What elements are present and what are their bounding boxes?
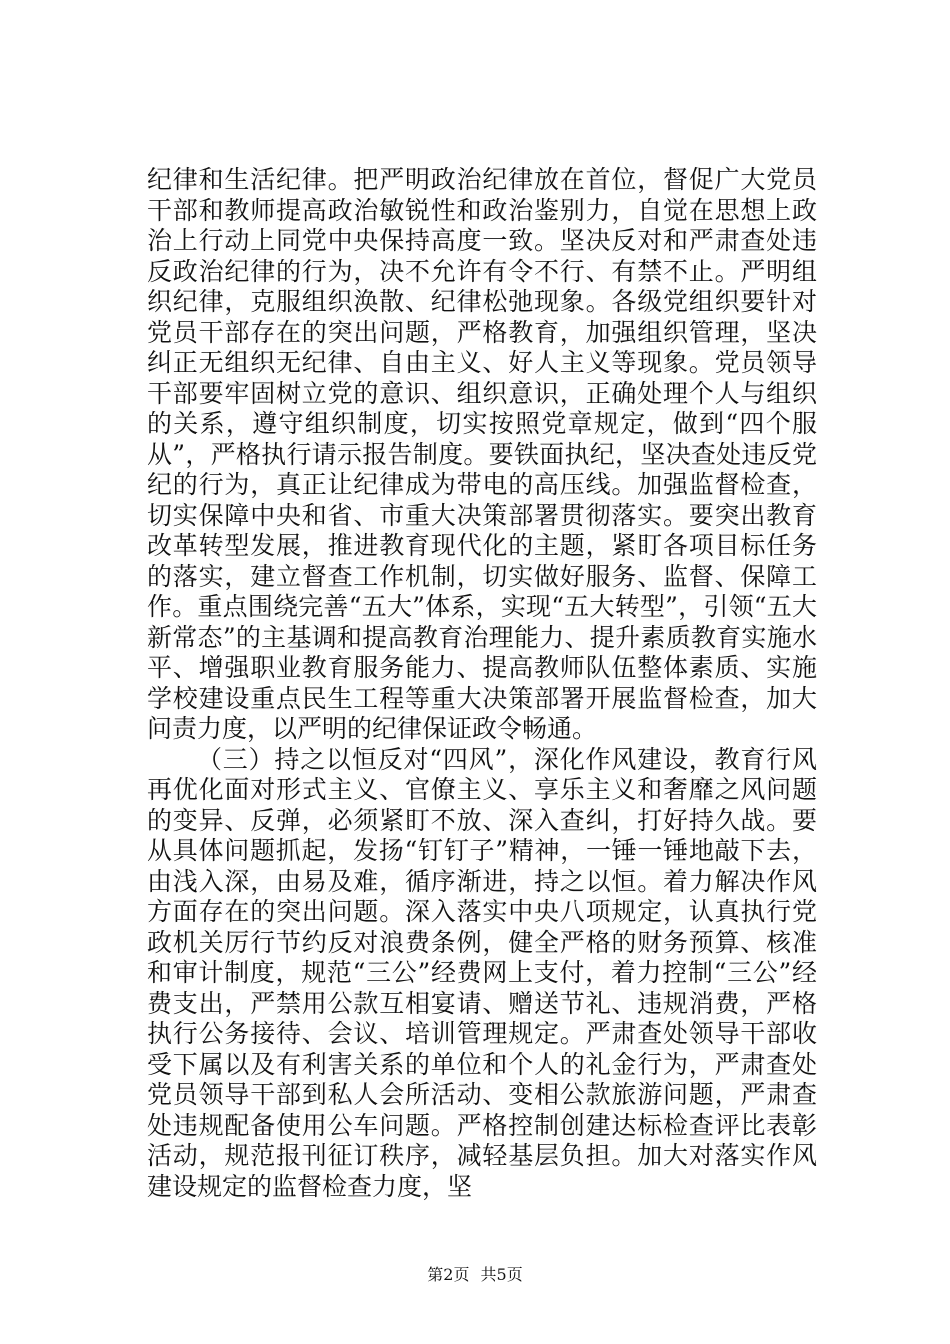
document-body	[147, 165, 817, 1202]
page-number-total: 共5页	[480, 1265, 523, 1284]
page-footer	[0, 1262, 950, 1285]
paragraph-continuation: 纪律和生活纪律。把严明政治纪律放在首位，督促广大党员干部和教师提高政治敏锐性和政治鉴别力，自觉在思想上政治上行动上同党中央保持高度一致。坚决反对和严肃查处违反政治纪律的行为，决不允许有令不行、有禁不止。严明组织纪律，克服组织涣散、纪律松弛现象。各级党组织要针对党员干部存在的突出问题，严格教育，加强组织管理，坚决纠正无组织无纪律、自由主义、好人主义等现象。党员领导干部要牢固树立党的意识、组织意识，正确处理个人与组织的关系，遵守组织制度，切实按照党章规定，做到“四个服从”，严格执行请示报告制度。要铁面执纪，坚决查处违反党纪的行为，真正让纪律成为带电的高压线。加强监督检查，切实保障中央和省、市重大决策部署贯彻落实。要突出教育改革转型发展，推进教育现代化的主题，紧盯各项目标任务的落实，建立督查工作机制，切实做好服务、监督、保障工作。重点围绕完善“五大”体系，实现“五大转型”，引领“五大新常态”的主基调和提高教育治理能力、提升素质教育实施水平、增强职业教育服务能力、提高教师队伍整体素质、实施学校建设重点民生工程等重大决策部署开展监督检查，加大问责力度，以严明的纪律保证政令畅通。	[147, 165, 817, 743]
paragraph-section-three: （三）持之以恒反对“四风”，深化作风建设，教育行风再优化面对形式主义、官僚主义、享乐主义和奢靡之风问题的变异、反弹，必须紧盯不放、深入查纠，打好持久战。要从具体问题抓起，发扬“钉钉子”精神，一锤一锤地敲下去，由浅入深，由易及难，循序渐进，持之以恒。着力解决作风方面存在的突出问题。深入落实中央八项规定，认真执行党政机关厉行节约反对浪费条例，健全严格的财务预算、核准和审计制度，规范“三公”经费网上支付，着力控制“三公”经费支出，严禁用公款互相宴请、赠送节礼、违规消费，严格执行公务接待、会议、培训管理规定。严肃查处领导干部收受下属以及有利害关系的单位和个人的礼金行为，严肃查处党员领导干部到私人会所活动、变相公款旅游问题，严肃查处违规配备使用公车问题。严格控制创建达标检查评比表彰活动，规范报刊征订秩序，减轻基层负担。加大对落实作风建设规定的监督检查力度，坚	[147, 744, 817, 1201]
page-number-current: 第2页	[427, 1265, 470, 1284]
